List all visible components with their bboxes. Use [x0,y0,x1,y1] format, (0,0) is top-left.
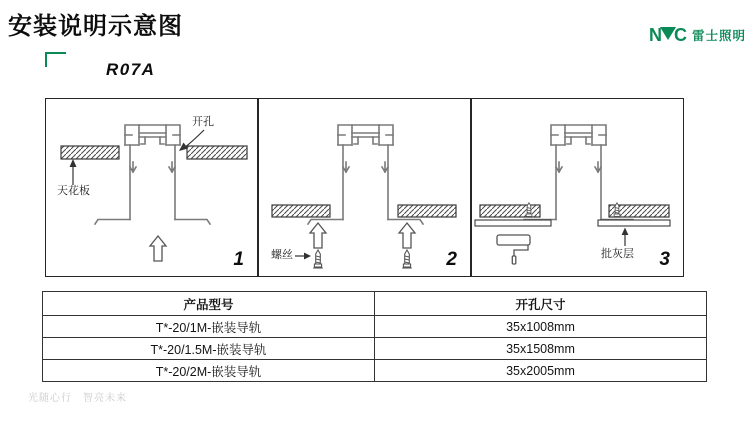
step-number: 3 [659,249,670,270]
up-arrow-icon [399,223,415,248]
table-header-opening-size: 开孔尺寸 [375,292,707,316]
nvc-logo-mark [649,26,687,44]
opening-size-cell: 35x2005mm [375,360,707,382]
section-bracket-icon [45,52,66,67]
up-arrow-icon [150,236,166,261]
ceiling-label: 天花板 [57,185,90,197]
product-model-cell: T*-20/1.5M-嵌装导轨 [43,338,375,360]
leader-arrowhead-icon [622,228,629,236]
paint-roller-icon [497,235,530,264]
table-row [43,316,707,338]
screw-label: 螺丝 [271,249,293,261]
plaster-layer-left [475,220,551,226]
table-row [43,338,707,360]
leader-arrowhead-icon [304,253,311,260]
ceiling-panel-left [61,146,119,159]
installation-diagrams [45,98,684,277]
step-number: 1 [233,249,244,270]
product-model-cell: T*-20/1M-嵌装导轨 [43,316,375,338]
opening-size-cell: 35x1008mm [375,316,707,338]
opening-size-cell: 35x1508mm [375,338,707,360]
spec-table [42,291,707,382]
plaster-layer-right [598,220,670,226]
up-arrow-icon [310,223,326,248]
diagram-step-2 [258,98,471,277]
nvc-logo [649,26,746,44]
screw-icon [313,250,323,268]
logo-letter-n: N [649,25,662,45]
table-header-row [43,292,707,316]
ceiling-panel-left [272,205,330,217]
logo-letter-c: C [674,25,687,45]
page-title: 安装说明示意图 [8,13,183,40]
opening-label: 开孔 [192,116,214,128]
table-header-product-model: 产品型号 [43,292,375,316]
ceiling-panel-right [187,146,247,159]
plaster-label: 批灰层 [601,248,634,260]
screw-icon [402,250,412,268]
diagram-step-1 [45,98,258,277]
ceiling-panel-right [398,205,456,217]
step-number: 2 [446,249,457,270]
table-row [43,360,707,382]
opening-leader-line [184,130,204,148]
product-model-cell: T*-20/2M-嵌装导轨 [43,360,375,382]
model-label: R07A [106,60,156,79]
brand-slogan: 光随心行 智亮未来 [28,393,127,404]
leader-arrowhead-icon [70,159,77,167]
step-3-drawing [472,99,683,276]
diagram-step-3 [471,98,684,277]
track-profile-icon [95,125,210,224]
logo-brand-name: 雷士照明 [692,29,747,43]
